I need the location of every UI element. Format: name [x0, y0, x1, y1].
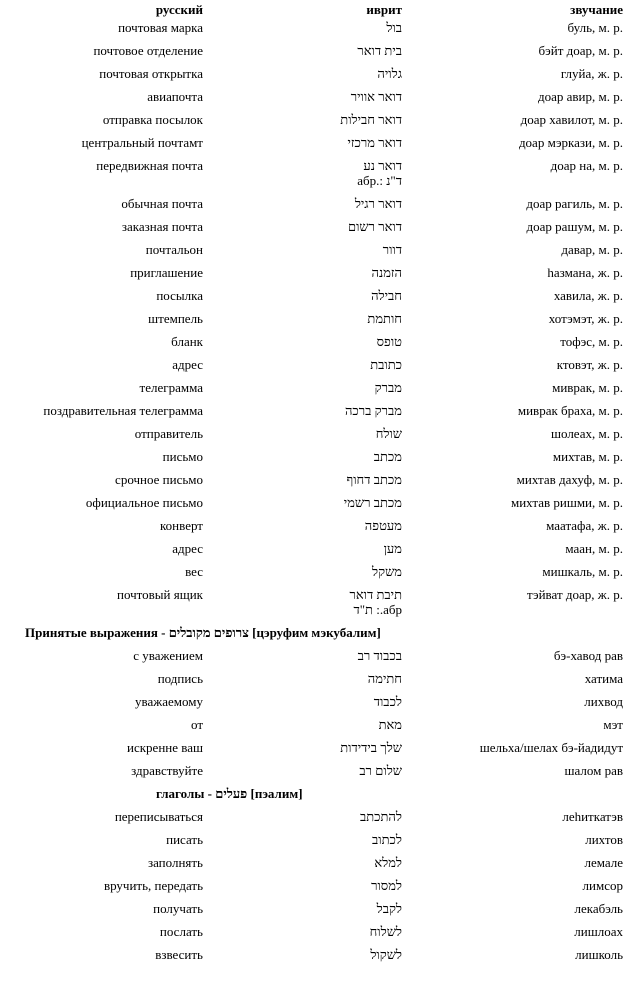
hebrew-cell — [203, 357, 404, 380]
hebrew-cell — [203, 89, 404, 112]
pronunciation: доар на, м. р. — [550, 158, 623, 173]
table-row — [3, 587, 631, 625]
hebrew-word: שלום רב — [359, 763, 402, 778]
table-row — [3, 763, 631, 786]
header-hebrew: иврит — [366, 2, 402, 17]
russian-word: здравствуйте — [131, 763, 203, 778]
section-row — [3, 786, 631, 809]
hebrew-word: שלך בידידות — [340, 740, 402, 755]
hebrew-word: לכתוב — [372, 832, 402, 847]
hebrew-word: דוור — [382, 242, 402, 257]
hebrew-cell — [203, 112, 404, 135]
hebrew-cell — [203, 43, 404, 66]
russian-word: адрес — [172, 357, 203, 372]
hebrew-word: תיבת דואר — [349, 587, 402, 602]
pronunciation: давар, м. р. — [561, 242, 623, 257]
hebrew-word: דואר חבילות — [340, 112, 402, 127]
hebrew-word: משקל — [372, 564, 402, 579]
pronunciation: шолеах, м. р. — [550, 426, 623, 441]
pronunciation: бэ-хавод рав — [553, 648, 623, 663]
table-row — [3, 648, 631, 671]
pronunciation: доар рашум, м. р. — [526, 219, 623, 234]
table-row — [3, 426, 631, 449]
russian-word: искренне ваш — [127, 740, 203, 755]
russian-word: обычная почта — [121, 196, 203, 211]
russian-word: поздравительная телеграмма — [43, 403, 203, 418]
pronunciation: хотэмэт, ж. р. — [548, 311, 623, 326]
hebrew-cell — [203, 878, 404, 901]
table-row — [3, 717, 631, 740]
table-row — [3, 541, 631, 564]
russian-word: почтовая открытка — [99, 66, 203, 81]
verbs-heading: глаголы - פעלים [пэалим] — [156, 786, 303, 801]
pronunciation: лихвод — [584, 694, 623, 709]
pronunciation: хатима — [584, 671, 623, 686]
hebrew-cell — [203, 855, 404, 878]
table-row — [3, 924, 631, 947]
russian-word: отправка посылок — [102, 112, 203, 127]
hebrew-word: חותמת — [367, 311, 402, 326]
hebrew-word: לשלוח — [369, 924, 402, 939]
pronunciation: доар рагиль, м. р. — [526, 196, 623, 211]
hebrew-cell — [203, 334, 404, 357]
header-russian: русский — [155, 2, 203, 17]
hebrew-cell — [203, 196, 404, 219]
hebrew-word: מכתב רשמי — [343, 495, 402, 510]
hebrew-cell — [203, 380, 404, 403]
table-row — [3, 564, 631, 587]
hebrew-word: הזמנה — [371, 265, 402, 280]
russian-word: штемпель — [148, 311, 203, 326]
pronunciation: леhиткатэв — [562, 809, 623, 824]
russian-word: подпись — [157, 671, 203, 686]
hebrew-cell — [203, 541, 404, 564]
hebrew-word: מעטפה — [364, 518, 402, 533]
table-row — [3, 855, 631, 878]
pronunciation: михтав дахуф, м. р. — [516, 472, 623, 487]
pronunciation: миврак, м. р. — [552, 380, 623, 395]
russian-word: посылка — [156, 288, 203, 303]
table-row — [3, 135, 631, 158]
table-row — [3, 380, 631, 403]
russian-word: писать — [166, 832, 203, 847]
hebrew-word: דואר רגיל — [354, 196, 402, 211]
hebrew-word: מברק — [374, 380, 402, 395]
hebrew-word: בכבוד רב — [357, 648, 402, 663]
table-row — [3, 740, 631, 763]
pronunciation: буль, м. р. — [567, 20, 623, 35]
hebrew-cell — [203, 518, 404, 541]
header-sound: звучание — [570, 2, 623, 17]
russian-word: почтовая марка — [118, 20, 203, 35]
hebrew-word: טופס — [376, 334, 402, 349]
hebrew-cell — [203, 809, 404, 832]
hebrew-cell — [203, 694, 404, 717]
hebrew-word: גלויה — [377, 66, 402, 81]
hebrew-cell — [203, 472, 404, 495]
header-row — [3, 2, 631, 20]
hebrew-cell — [203, 158, 404, 196]
hebrew-cell — [203, 587, 404, 625]
table-row — [3, 694, 631, 717]
pronunciation: тэйват доар, ж. р. — [527, 587, 623, 602]
pronunciation: шельха/шелах бэ-йадидут — [479, 740, 623, 755]
russian-word: с уважением — [133, 648, 203, 663]
hebrew-cell — [203, 717, 404, 740]
hebrew-cell — [203, 832, 404, 855]
table-row — [3, 242, 631, 265]
russian-word: заказная почта — [121, 219, 203, 234]
pronunciation: михтав ришми, м. р. — [511, 495, 623, 510]
hebrew-word: דואר אוויר — [350, 89, 402, 104]
pronunciation: мишкаль, м. р. — [542, 564, 623, 579]
hebrew-cell — [203, 449, 404, 472]
hebrew-cell — [203, 242, 404, 265]
hebrew-word: להתכתב — [359, 809, 402, 824]
russian-word: телеграмма — [139, 380, 203, 395]
russian-word: почтовый ящик — [116, 587, 203, 602]
russian-word: взвесить — [155, 947, 203, 962]
table-row — [3, 158, 631, 196]
hebrew-cell — [203, 219, 404, 242]
hebrew-cell — [203, 403, 404, 426]
hebrew-cell — [203, 311, 404, 334]
pronunciation: шалом рав — [564, 763, 623, 778]
table-row — [3, 311, 631, 334]
abbreviation: ת"ד :.абр — [353, 602, 402, 617]
hebrew-word: כתובת — [370, 357, 402, 372]
hebrew-cell — [203, 135, 404, 158]
pronunciation: лемале — [584, 855, 623, 870]
table-row — [3, 112, 631, 135]
hebrew-cell — [203, 20, 404, 43]
russian-word: адрес — [172, 541, 203, 556]
pronunciation: бэйт доар, м. р. — [538, 43, 623, 58]
section-row — [3, 625, 631, 648]
hebrew-cell — [203, 763, 404, 786]
table-row — [3, 449, 631, 472]
pronunciation: лимсор — [582, 878, 623, 893]
table-row — [3, 265, 631, 288]
hebrew-cell — [203, 66, 404, 89]
table-row — [3, 495, 631, 518]
hebrew-word: שולח — [375, 426, 402, 441]
table-row — [3, 947, 631, 970]
hebrew-word: חבילה — [371, 288, 402, 303]
russian-word: уважаемому — [135, 694, 203, 709]
table-row — [3, 196, 631, 219]
hebrew-word: דואר מרכזי — [347, 135, 402, 150]
hebrew-word: לכבוד — [373, 694, 402, 709]
table-row — [3, 403, 631, 426]
hebrew-cell — [203, 901, 404, 924]
table-row — [3, 357, 631, 380]
hebrew-cell — [203, 924, 404, 947]
vocabulary-table — [3, 2, 631, 970]
pronunciation: лишколь — [575, 947, 623, 962]
pronunciation: доар хавилот, м. р. — [520, 112, 623, 127]
russian-word: отправитель — [134, 426, 203, 441]
pronunciation: лихтов — [585, 832, 623, 847]
russian-word: послать — [159, 924, 203, 939]
hebrew-word: מאת — [378, 717, 402, 732]
pronunciation: лишлоах — [574, 924, 623, 939]
russian-word: вручить, передать — [103, 878, 203, 893]
hebrew-cell — [203, 265, 404, 288]
russian-word: почтовое отделение — [93, 43, 203, 58]
expressions-heading: Принятые выражения - צרופים מקובלים [цэруфим мэкубалим] — [25, 625, 381, 640]
hebrew-cell — [203, 740, 404, 763]
russian-word: авиапочта — [147, 89, 203, 104]
pronunciation: миврак браха, м. р. — [517, 403, 623, 418]
pronunciation: лекабэль — [574, 901, 623, 916]
russian-word: официальное письмо — [85, 495, 203, 510]
table-row — [3, 334, 631, 357]
pronunciation: доар авир, м. р. — [538, 89, 623, 104]
hebrew-word: חתימה — [367, 671, 402, 686]
hebrew-word: למסור — [371, 878, 402, 893]
pronunciation: хавила, ж. р. — [553, 288, 623, 303]
russian-word: бланк — [171, 334, 203, 349]
hebrew-word: לשקול — [370, 947, 402, 962]
hebrew-cell — [203, 288, 404, 311]
hebrew-word: לקבל — [376, 901, 402, 916]
hebrew-cell — [203, 947, 404, 970]
table-row — [3, 89, 631, 112]
hebrew-word: מברק ברכה — [344, 403, 402, 418]
table-row — [3, 472, 631, 495]
hebrew-word: דואר רשום — [347, 219, 402, 234]
hebrew-word: מען — [383, 541, 402, 556]
russian-word: письмо — [162, 449, 203, 464]
hebrew-cell — [203, 648, 404, 671]
table-row — [3, 671, 631, 694]
table-row — [3, 518, 631, 541]
table-row — [3, 878, 631, 901]
russian-word: вес — [185, 564, 203, 579]
table-row — [3, 66, 631, 89]
hebrew-cell — [203, 495, 404, 518]
hebrew-cell — [203, 426, 404, 449]
hebrew-word: בול — [386, 20, 402, 35]
hebrew-word: מכתב — [373, 449, 402, 464]
russian-word: передвижная почта — [96, 158, 203, 173]
table-row — [3, 288, 631, 311]
hebrew-word: דואר נע — [363, 158, 402, 173]
russian-word: от — [190, 717, 203, 732]
hebrew-cell — [203, 564, 404, 587]
pronunciation: глуйа, ж. р. — [560, 66, 623, 81]
hebrew-cell — [203, 671, 404, 694]
russian-word: заполнять — [147, 855, 203, 870]
russian-word: срочное письмо — [115, 472, 203, 487]
abbreviation: абр.: ד"נ — [357, 173, 402, 188]
russian-word: получать — [153, 901, 203, 916]
table-row — [3, 219, 631, 242]
hebrew-word: מכתב דחוף — [346, 472, 402, 487]
pronunciation: hазмана, ж. р. — [547, 265, 623, 280]
pronunciation: тофэс, м. р. — [560, 334, 623, 349]
russian-word: приглашение — [130, 265, 203, 280]
russian-word: почтальон — [145, 242, 203, 257]
table-row — [3, 43, 631, 66]
table-row — [3, 901, 631, 924]
pronunciation: ктовэт, ж. р. — [556, 357, 623, 372]
hebrew-word: למלא — [374, 855, 402, 870]
pronunciation: маатафа, ж. р. — [546, 518, 623, 533]
table-row — [3, 832, 631, 855]
table-row — [3, 809, 631, 832]
hebrew-word: בית דואר — [357, 43, 402, 58]
pronunciation: михтав, м. р. — [552, 449, 623, 464]
russian-word: переписываться — [114, 809, 203, 824]
pronunciation: доар мэркази, м. р. — [518, 135, 623, 150]
pronunciation: маан, м. р. — [565, 541, 623, 556]
russian-word: конверт — [160, 518, 203, 533]
table-row — [3, 20, 631, 43]
pronunciation: мэт — [603, 717, 623, 732]
russian-word: центральный почтамт — [81, 135, 203, 150]
